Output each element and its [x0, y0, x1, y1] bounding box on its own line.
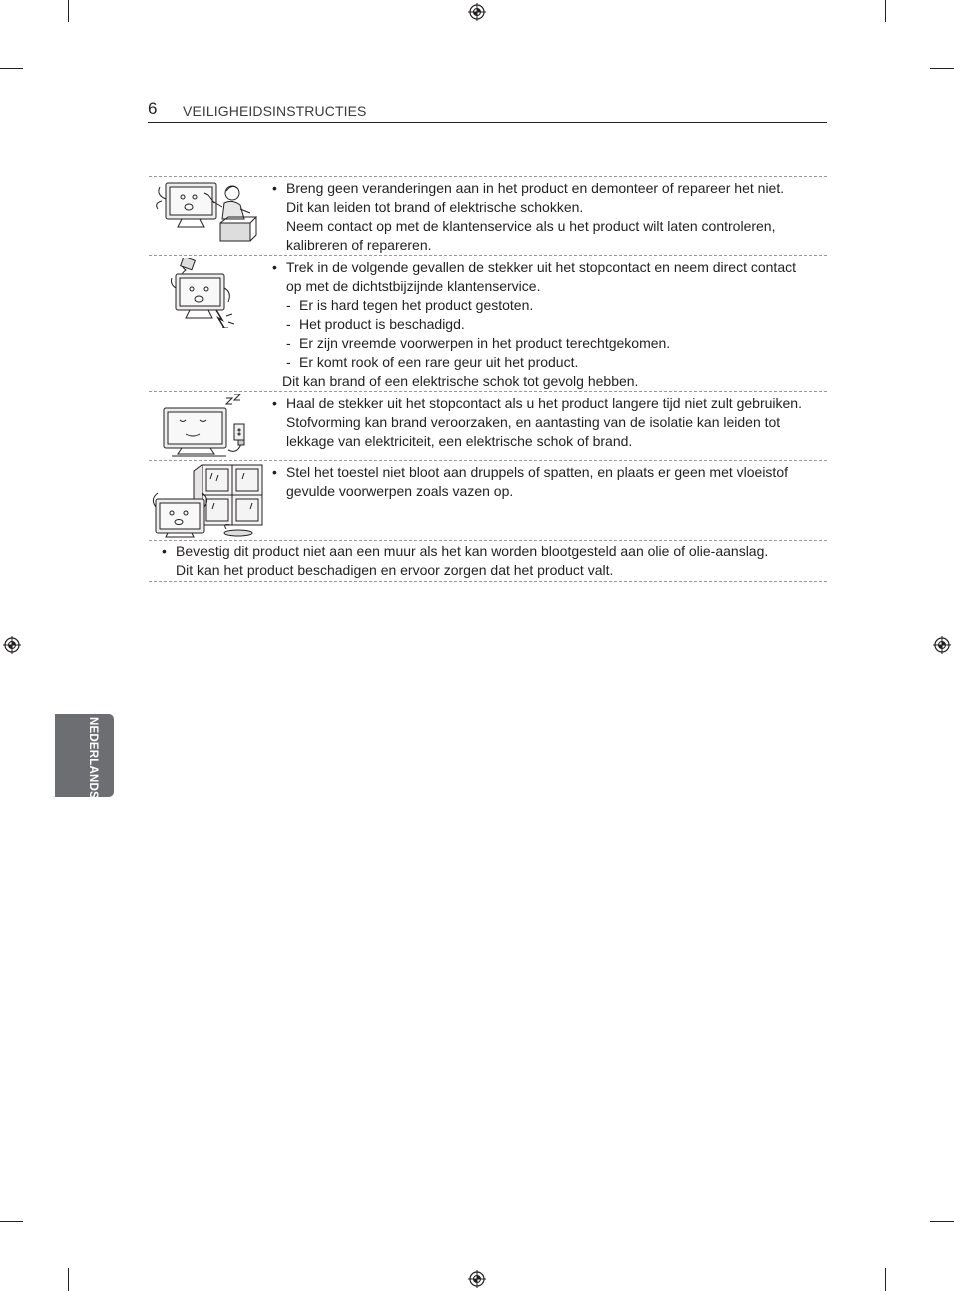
wall-warning-text	[149, 541, 827, 580]
sub-item	[271, 334, 827, 353]
instruction-row	[149, 176, 827, 255]
dash-marker: -	[286, 335, 291, 351]
instruction-row	[149, 391, 827, 460]
text-line: Breng geen veranderingen aan in het product en demonteer of repareer het niet.	[286, 180, 785, 196]
language-tab-label: NEDERLANDS	[87, 717, 99, 799]
sub-item-text: Er zijn vreemde voorwerpen in het product terechtgekomen.	[299, 335, 671, 351]
bullet-marker: •	[272, 464, 277, 480]
tv-repair-person-icon	[152, 179, 266, 247]
dash-marker: -	[286, 354, 291, 370]
crop-mark	[930, 1221, 954, 1222]
sub-item-text: Er komt rook of een rare geur uit het product.	[299, 354, 579, 370]
instruction-text	[271, 179, 827, 255]
crop-mark	[930, 68, 954, 69]
text-line: Neem contact op met de klantenservice als u het product wilt laten controleren,	[286, 218, 776, 234]
consequence-text: Dit kan brand of een elektrische schok tot gevolg hebben.	[282, 373, 639, 389]
instruction-text	[271, 258, 827, 391]
crop-mark	[0, 68, 23, 69]
crop-mark	[68, 1268, 69, 1291]
registration-mark-icon	[3, 636, 21, 654]
dash-marker: -	[286, 316, 291, 332]
bullet-item	[271, 179, 827, 255]
registration-mark-icon	[468, 1270, 486, 1288]
bullet-item	[271, 394, 827, 451]
sub-item-text: Er is hard tegen het product gestoten.	[299, 297, 534, 313]
section-title: VEILIGHEIDSINSTRUCTIES	[183, 103, 367, 119]
bullet-marker: •	[162, 543, 167, 559]
sub-item	[271, 296, 827, 315]
text-line: Stel het toestel niet bloot aan druppels of spatten, en plaats er geen met vloeistof	[286, 464, 788, 480]
bullet-item	[271, 258, 827, 296]
text-line: Stofvorming kan brand veroorzaken, en aantasting van de isolatie kan leiden tot	[286, 414, 781, 430]
safety-instructions-table	[149, 176, 827, 582]
text-line: Haal de stekker uit het stopcontact als u het product langere tijd niet zult gebruiken.	[286, 395, 802, 411]
text-line: Dit kan leiden tot brand of elektrische schokken.	[286, 199, 584, 215]
sub-item	[271, 315, 827, 334]
text-line: Bevestig dit product niet aan een muur als het kan worden blootgesteld aan olie of olie-aanslag.	[176, 543, 769, 559]
instruction-row	[149, 540, 827, 582]
language-tab	[55, 714, 114, 797]
dash-marker: -	[286, 297, 291, 313]
crop-mark	[68, 0, 69, 22]
registration-mark-icon	[468, 3, 486, 21]
sub-item	[271, 353, 827, 372]
text-line: lekkage van elektriciteit, een elektrische schok of brand.	[286, 433, 633, 449]
page-header	[148, 99, 827, 123]
tv-smoke-spark-icon	[152, 258, 266, 328]
bullet-item	[271, 463, 827, 501]
tv-unplugged-sleeping-icon	[152, 394, 266, 458]
instruction-row	[149, 460, 827, 540]
instruction-text	[271, 394, 827, 451]
text-line: op met de dichtstbijzijnde klantenservice.	[286, 278, 541, 294]
registration-mark-icon	[933, 636, 951, 654]
tv-window-rain-icon	[152, 463, 266, 539]
page-number: 6	[148, 99, 158, 118]
instruction-text	[271, 463, 827, 501]
bullet-marker: •	[272, 395, 277, 411]
crop-mark	[885, 1268, 886, 1291]
bullet-marker: •	[272, 180, 277, 196]
crop-mark	[885, 0, 886, 22]
sub-item-text: Het product is beschadigd.	[299, 316, 465, 332]
text-line: kalibreren of repareren.	[286, 237, 432, 253]
text-line: Dit kan het product beschadigen en ervoor zorgen dat het product valt.	[176, 562, 614, 578]
text-line: Trek in de volgende gevallen de stekker uit het stopcontact en neem direct contact	[286, 259, 797, 275]
text-line: gevulde voorwerpen zoals vazen op.	[286, 483, 514, 499]
bullet-marker: •	[272, 259, 277, 275]
crop-mark	[0, 1221, 23, 1222]
instruction-row	[149, 255, 827, 391]
